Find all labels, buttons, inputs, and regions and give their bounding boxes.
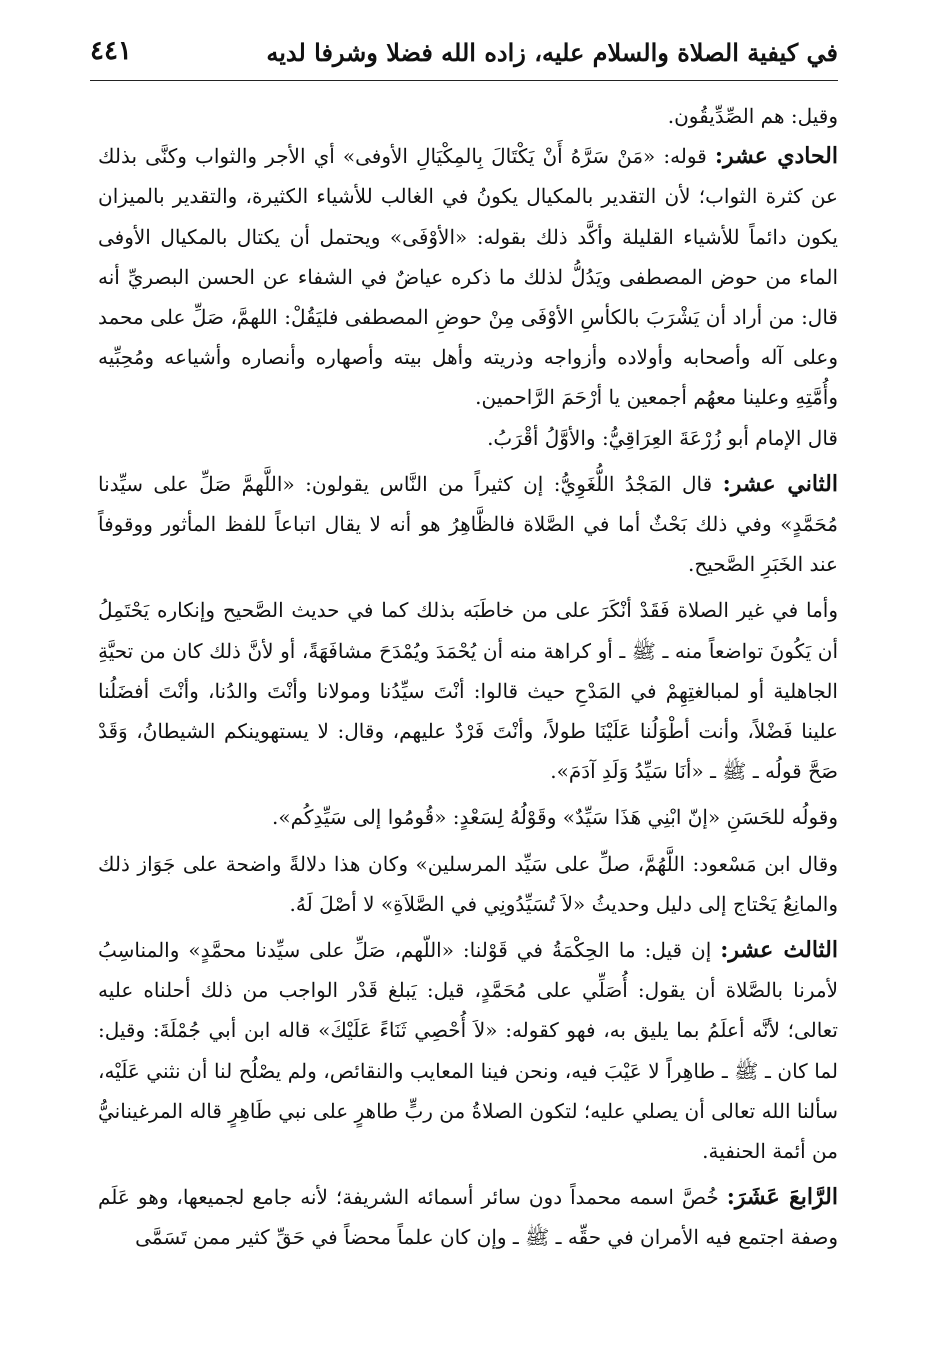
section-heading: الرَّابعَ عَشَرَ: — [726, 1184, 839, 1211]
paragraph — [98, 844, 838, 924]
section-heading: الثالث عشر: — [720, 937, 838, 964]
paragraph-text: قوله: «مَنْ سَرَّهُ أَنْ يَكْتَالَ بِالمِكْيَالِ الأوفى» أي الأجر والثواب وكنَّى بذلك عن كثرة الثواب؛ لأن التقدير بالمكيال يكونُ في الغالب للأشياء الكثيرة، والتقدير بالميزان يكون دائماً للأشياء القليلة وأكَّد ذلك بقوله: «الأوْفَى» ويحتمل أن يكتال بالمكيال الأوفى الماء من حوض المصطفى ويَدُلُّ لذلك ما ذكره عياضٌ في الشفاء عن الحسن البصريِّ أنه قال: من أراد أن يَشْرَبَ بالكأسِ الأوْفَى مِنْ حوضِ المصطفى فليَقُلْ: اللهمَّ، صَلِّ على محمد وعلى آله وأصحابه وأولاده وأزواجه وذريته وأهل بيته وأصهاره وأنصاره وأشياعه ومُحِبِّيه وأُمَّتِهِ وعلينا معهُم أجمعين يا أرْحَمَ الرَّاحمين. — [98, 144, 838, 410]
paragraph — [98, 418, 838, 458]
section-heading: الثاني عشر: — [722, 470, 838, 497]
page-number: ٤٤١ — [90, 36, 132, 66]
header-title: في كيفية الصلاة والسلام عليه، زاده الله فضلا وشرفا لديه — [266, 38, 838, 67]
paragraph — [98, 464, 838, 585]
paragraph-text: وقولُه للحَسَنِ «إنّ ابْنِي هَذَا سَيِّدٌ» وقَوْلُهُ لِسَعْدٍ: «قُومُوا إلى سَيِّدِكُم». — [271, 805, 838, 830]
paragraph-text: وقال ابن مَسْعود: اللَّهُمَّ، صلِّ على سَيِّد المرسلين» وكان هذا دلالةً واضحة على جَوَاز ذلك والمانِعُ يَحْتاج إلى دليل وحديثُ «لاَ تُسَيِّدُونِي في الصَّلاَةِ» لا أصْلَ لَهُ. — [98, 851, 838, 916]
paragraph — [98, 136, 838, 417]
paragraph-text: قال المَجْدُ اللُّغَوِيُّ: إن كثيراً من النَّاس يقولون: «اللَّهمَّ صَلِّ على سيِّدنا مُحَمَّدٍ» وفي ذلك بَحْثٌ أما في الصَّلاة فالظَّاهِرُ هو أنه لا يقال اتباعاً للفظ المأثور ووقوفاً عند الخَبَرِ الصَّحيح. — [98, 471, 838, 577]
paragraph — [98, 930, 838, 1171]
paragraph-text: وأما في غير الصلاة فَقَدْ أنْكَرَ على من خاطَبَه بذلك كما في حديث الصَّحيح وإنكاره يَحْتَمِلُ أن يَكُونَ تواضعاً منه ـ ﷺ ـ أو كراهة منه أن يُحْمَدَ ويُمْدَحَ مشافَهَةً، أو لأنَّ ذلك كان من تحيَّةِ الجاهلية أو لمبالغتِهِمْ في المَدْحِ حيث قالوا: أنْتَ سيِّدُنا ومولانا وأنْتَ والدُنا، وأنْتَ أفضَلُنا علينا فَضْلاً، وأنت أطْوَلُنا عَلَيْنَا طولاً، وأنْتَ فَرْدٌ عليهم، وقال: لا يستهوينكم الشيطانُ، وَقَدْ صَحَّ قولُه ـ ﷺ ـ «أنَا سَيِّدُ وَلَدِ آدَمَ». — [98, 598, 839, 784]
paragraph — [98, 1177, 838, 1257]
paragraph — [98, 797, 838, 837]
section-heading: الحادي عشر: — [714, 143, 838, 170]
running-header — [90, 30, 838, 81]
body-text — [98, 96, 838, 1258]
paragraph-text: خُصَّ اسمه محمداً دون سائر أسمائه الشريفة؛ لأنه جامع لجميعها، وهو عَلَم وصفة اجتمع فيه الأمران في حقِّه ـ ﷺ ـ وإن كان علماً محضاً في حَقِّ كثير ممن تَسَمَّى — [98, 1185, 838, 1250]
paragraph-text: قال الإمام أبو زُرْعَةَ العِرَاقِيُّ: والأوَّلُ أقْرَبُ. — [487, 425, 838, 450]
paragraph — [98, 590, 838, 791]
paragraph-text: وقيل: هم الصِّدِّيقُون. — [667, 104, 838, 128]
paragraph-text: إن قيل: ما الحِكْمَةُ في قَوْلنا: «اللّهم، صَلِّ على سيِّدنا محمَّدٍ» والمناسِبُ لأمرنا بالصَّلاة أن يقول: أُصَلِّي على مُحَمَّدٍ، قيل: يَبلغ قَدْر الواجب من ذلك أحلناه عليه تعالى؛ لأنَّه أعلَمُ بما يليق به، فهو كقوله: «لاَ أُحْصِي ثَنَاءً عَلَيْكَ» قاله ابن أبي جُمْلَةَ: وقيل: لما كان ـ ﷺ ـ طاهِراً لا عَيْبَ فيه، ونحن فينا المعايب والنقائص، ولم يصْلُح لنا أن نثني عَلَيْه، سألنا الله تعالى أن يصلي عليه؛ لتكون الصلاةُ من ربٍّ طاهرٍ على نبي طَاهِرٍ قاله المرغينانيُّ من أئمة الحنفية. — [98, 938, 838, 1164]
paragraph — [98, 96, 838, 136]
